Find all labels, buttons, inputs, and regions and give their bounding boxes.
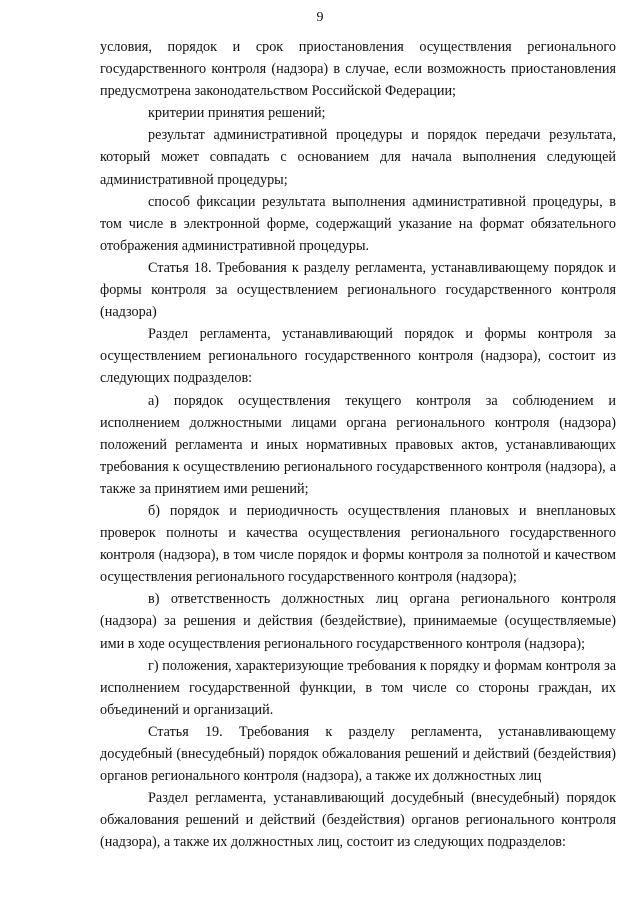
list-item-a: а) порядок осуществления текущего контроля за соблюдением и исполнением должностными лицами органа регионального контроля (надзора) положений регламента и иных нормативных правовых актов, устанавливающих требования к осуществлению регионального государственного контроля (надзора), а также за принятием ими решений; bbox=[100, 392, 616, 497]
paragraph-result-recording: способ фиксации результата выполнения административной процедуры, в том числе в электронной форме, содержащий указание на формат обязательного отображения административной процедуры. bbox=[100, 193, 616, 254]
article-18-heading: Статья 18. Требования к разделу регламента, устанавливающему порядок и формы контроля за осуществлением регионального государственного контроля (надзора) bbox=[100, 259, 616, 321]
list-item-b: б) порядок и периодичность осуществления плановых и внеплановых проверок полноты и качества осуществления регионального государственного контроля (надзора), в том числе порядок и формы контроля за полнотой и качеством осуществления регионального государственного контроля (надзора); bbox=[100, 502, 616, 586]
paragraph-appeal-section-intro: Раздел регламента, устанавливающий досудебный (внесудебный) порядок обжалования решений и действий (бездействия) органов регионального контроля (надзора), а также их должностных лиц, состоит из следующих подразделов: bbox=[100, 790, 616, 851]
paragraph-suspension-conditions: условия, порядок и срок приостановления осуществления регионального государственного контроля (надзора) в случае, если возможность приостановления предусмотрена законодательством Российской Федерации; bbox=[100, 39, 616, 100]
list-item-v: в) ответственность должностных лиц органа регионального контроля (надзора) за решения и действия (бездействие), принимаемые (осуществляемые) ими в ходе осуществления регионального государственного контроля (надзора); bbox=[100, 591, 616, 652]
paragraph-decision-criteria: критерии принятия решений; bbox=[148, 105, 326, 122]
paragraph-procedure-result: результат административной процедуры и порядок передачи результата, который может совпадать с основанием для начала выполнения следующей административной процедуры; bbox=[100, 127, 616, 188]
page-number: 9 bbox=[316, 10, 324, 25]
paragraph-control-section-intro: Раздел регламента, устанавливающий порядок и формы контроля за осуществлением регионального государственного контроля (надзора), состоит из следующих подразделов: bbox=[100, 326, 616, 387]
list-item-g: г) положения, характеризующие требования к порядку и формам контроля за исполнением государственной функции, в том числе со стороны граждан, их объединений и организаций. bbox=[100, 657, 616, 718]
article-19-heading: Статья 19. Требования к разделу регламента, устанавливающему досудебный (внесудебный) порядок обжалования решений и действий (бездействия) органов регионального контроля (надзора), а также их должностных лиц bbox=[100, 723, 616, 785]
document-body bbox=[100, 36, 616, 853]
